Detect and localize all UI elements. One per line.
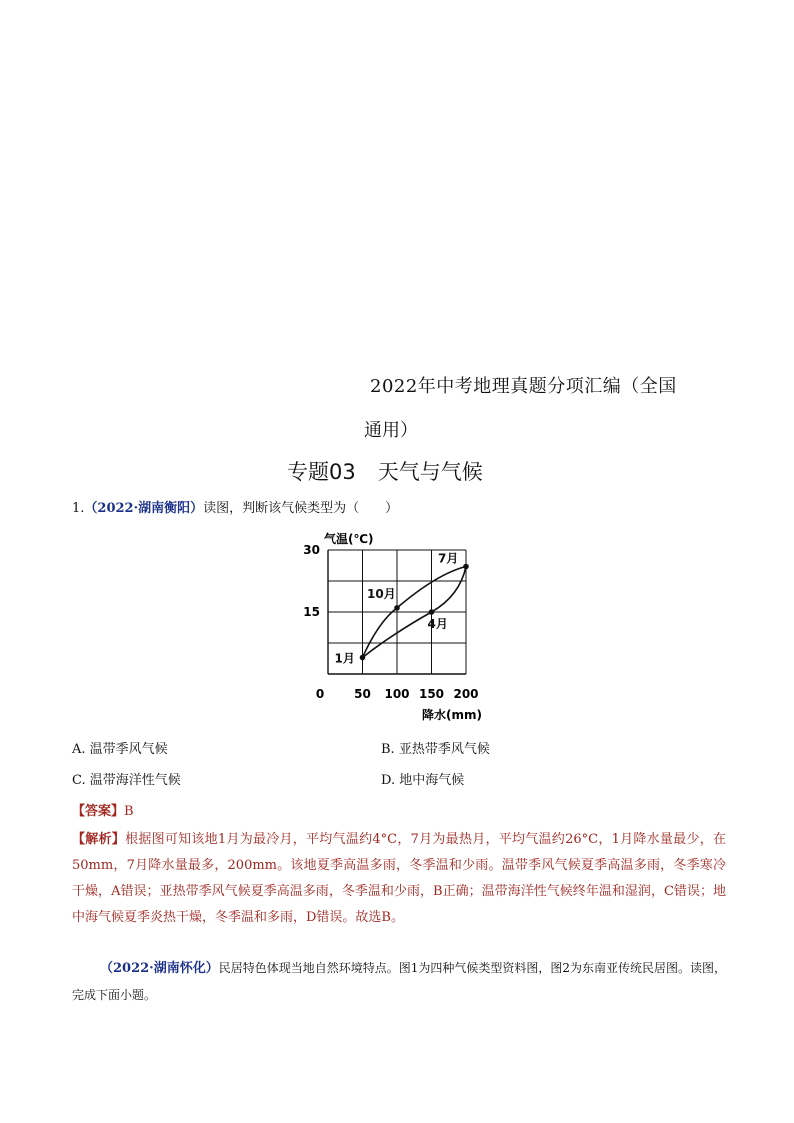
question-stem: 读图，判断该气候类型为（ ） [203, 501, 399, 516]
option-c: C. 温带海洋性气候 [72, 773, 181, 788]
topic-name: 天气与气候 [377, 460, 483, 484]
question-source: （2022·湖南衡阳） [84, 501, 204, 516]
x-tick-label: 200 [453, 687, 479, 701]
data-point [394, 605, 400, 611]
analysis-tag: 【解析】 [72, 832, 126, 847]
option-a: A. 温带季风气候 [72, 742, 168, 757]
y-axis-label: 气温(℃) [324, 532, 374, 546]
data-point-label: 7月 [438, 551, 459, 566]
topic-heading [287, 456, 483, 486]
option-b: B. 亚热带季风气候 [381, 742, 490, 757]
data-point-label: 1月 [334, 651, 355, 666]
answer-line [72, 800, 134, 819]
climate-chart [296, 520, 496, 725]
analysis-block [72, 827, 726, 931]
topic-number: 专题03 [287, 460, 356, 484]
answer-value: B [124, 804, 134, 819]
document-title-continued: 通用） [364, 420, 418, 441]
x-tick-label: 100 [384, 687, 410, 701]
answer-tag: 【答案】 [72, 804, 125, 819]
y-tick-label: 30 [303, 543, 320, 557]
data-point-label: 10月 [367, 586, 396, 601]
option-d: D. 地中海气候 [381, 773, 465, 788]
question-2-intro [72, 955, 726, 1009]
question-intro-text: 民居特色体现当地自然环境特点。图1为四种气候类型资料图，图2为东南亚传统民居图。读图，完成下面小题。 [72, 961, 726, 1002]
analysis-text: 根据图可知该地1月为最冷月，平均气温约4°C，7月为最热月，平均气温约26°C，1月降水量最少，在50mm，7月降水量最多，200mm。该地夏季高温多雨，冬季温和少雨。温带季风气候夏季高温多雨，冬季寒冷干燥，A错误；亚热带季风气候夏季高温多雨，冬季温和少雨，B正确；温带海洋性气候终年温和湿润，C错误；地中海气候夏季炎热干燥，冬季温和多雨，D错误。故选B。 [72, 832, 726, 925]
x-tick-label: 0 [315, 687, 325, 701]
y-tick-label: 15 [303, 605, 320, 619]
x-tick-label: 50 [354, 687, 371, 701]
x-tick-label: 150 [418, 687, 445, 701]
question-number: 1. [72, 501, 85, 516]
data-point [429, 609, 435, 615]
x-axis-label: 降水(mm) [422, 708, 482, 722]
document-title: 2022年中考地理真题分项汇编（全国 [370, 376, 677, 397]
data-point-label: 4月 [427, 617, 448, 631]
question-source: （2022·湖南怀化） [100, 961, 219, 976]
question-1 [72, 497, 398, 516]
data-point [360, 655, 366, 661]
data-point [463, 564, 469, 570]
